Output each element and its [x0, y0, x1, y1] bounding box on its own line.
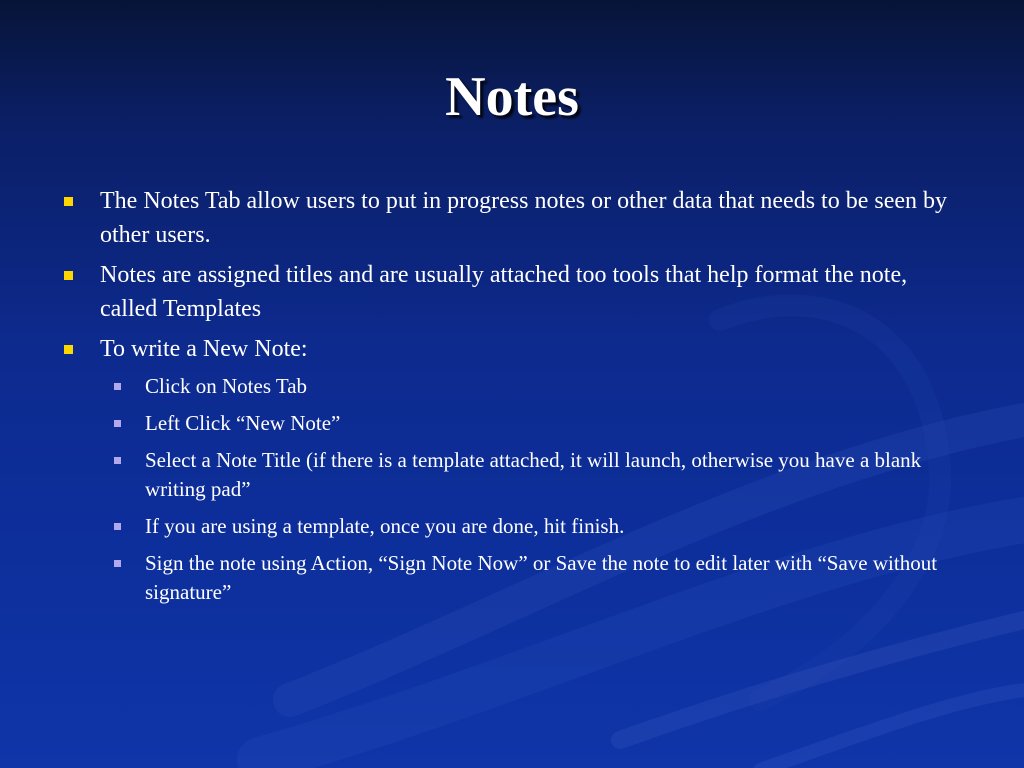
bullet-item-level1: [58, 258, 958, 326]
small-square-bullet-icon: [114, 420, 121, 427]
bullet-item-level1: [58, 184, 958, 252]
square-bullet-icon: [64, 345, 73, 354]
small-square-bullet-icon: [114, 383, 121, 390]
bullet-item-level2: [58, 549, 958, 607]
slide-title: Notes: [445, 66, 579, 128]
bullet-list: [58, 184, 958, 615]
bullet-text: Select a Note Title (if there is a template attached, it will launch, otherwise you have a blank writing pad”: [145, 448, 922, 501]
bullet-text: If you are using a template, once you are done, hit finish.: [145, 514, 625, 538]
small-square-bullet-icon: [114, 457, 121, 464]
small-square-bullet-icon: [114, 560, 121, 567]
bullet-item-level2: [58, 446, 958, 504]
bullet-text: Sign the note using Action, “Sign Note Now” or Save the note to edit later with “Save without signature”: [145, 551, 938, 604]
small-square-bullet-icon: [114, 523, 121, 530]
bullet-item-level2: [58, 372, 958, 401]
bullet-text: Notes are assigned titles and are usually attached too tools that help format the note, called Templates: [100, 262, 908, 322]
square-bullet-icon: [64, 197, 73, 206]
bullet-text: The Notes Tab allow users to put in progress notes or other data that needs to be seen by other users.: [100, 188, 948, 248]
bullet-text: Click on Notes Tab: [145, 374, 308, 398]
square-bullet-icon: [64, 271, 73, 280]
bullet-item-level2: [58, 512, 958, 541]
bullet-text: To write a New Note:: [100, 336, 308, 362]
bullet-text: Left Click “New Note”: [145, 411, 341, 435]
bullet-item-level1: [58, 332, 958, 366]
bullet-item-level2: [58, 409, 958, 438]
